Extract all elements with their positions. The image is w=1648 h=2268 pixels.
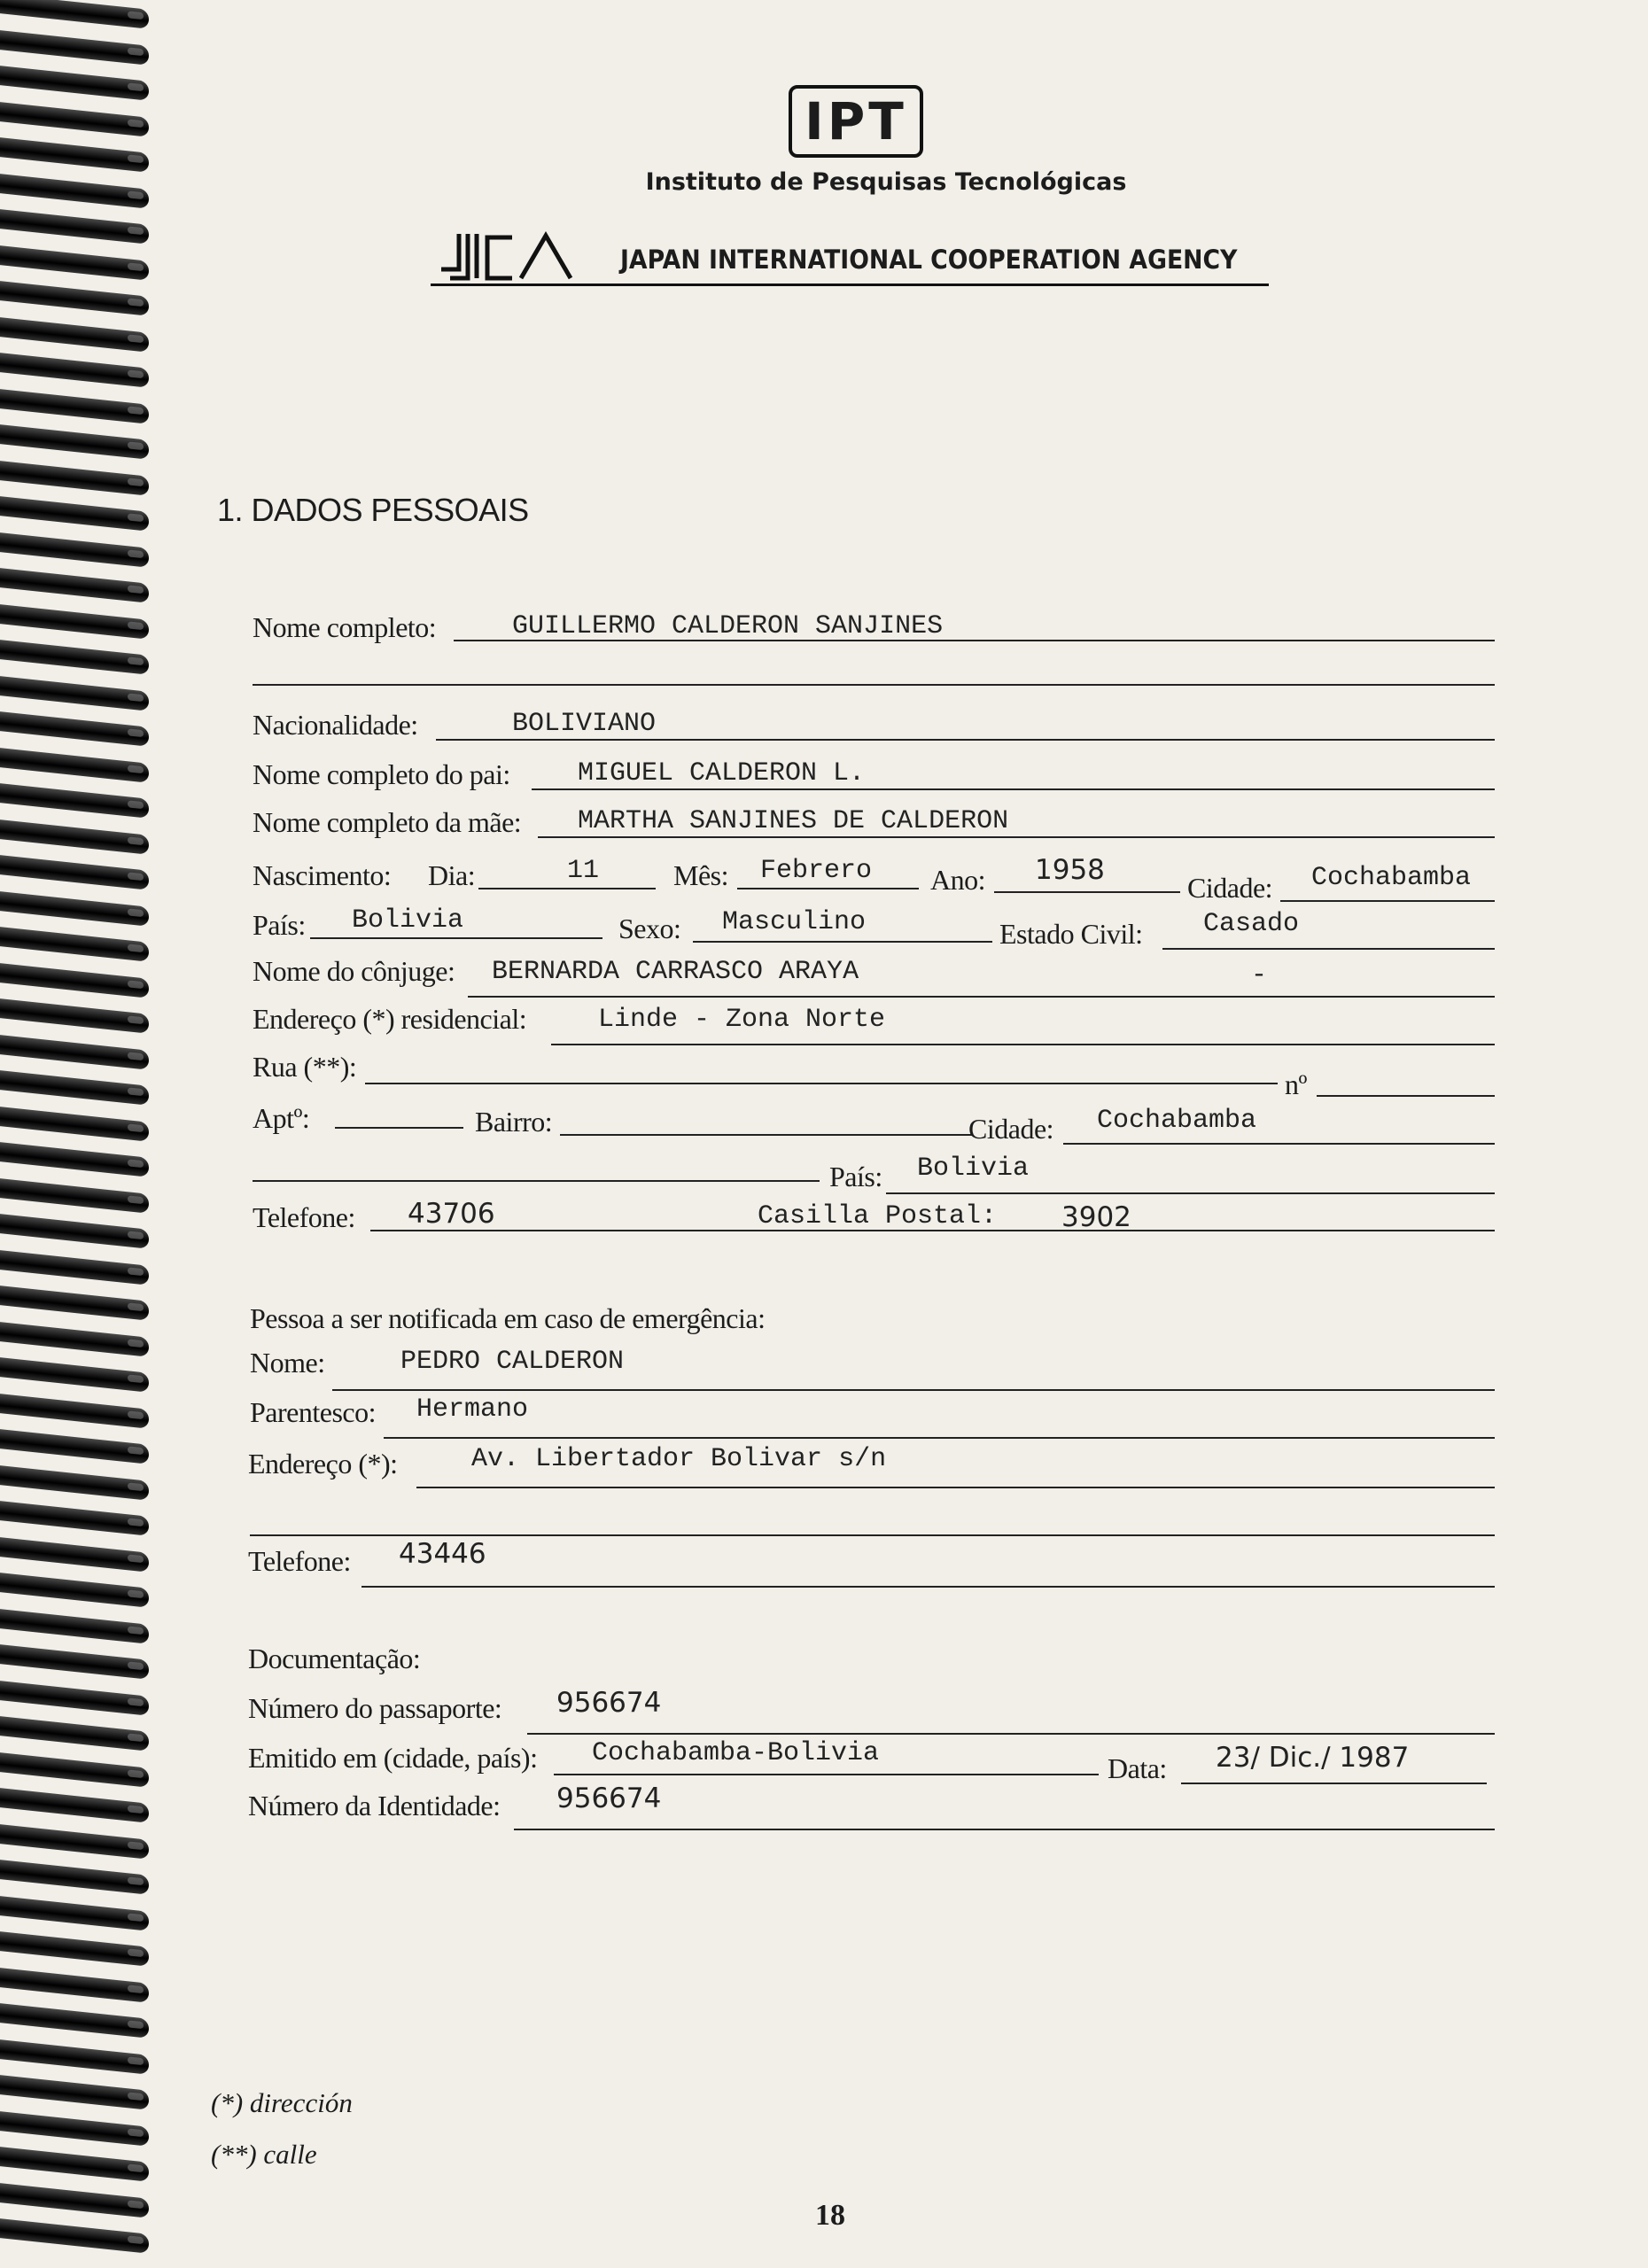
emitido-line <box>554 1774 1099 1775</box>
spiral-ring <box>0 1465 149 1501</box>
sexo-label: Sexo: <box>618 913 681 944</box>
telefone-value: 43706 <box>408 1198 495 1230</box>
nome-conjuge-value: BERNARDA CARRASCO ARAYA <box>492 957 859 987</box>
nome-mae-label: Nome completo da mãe: <box>253 806 522 838</box>
spiral-ring <box>0 209 149 245</box>
spiral-ring <box>0 963 149 998</box>
data-value: 23/ Dic./ 1987 <box>1216 1742 1410 1774</box>
spiral-ring <box>0 783 149 819</box>
spiral-ring <box>0 2111 149 2147</box>
section-title: 1. DADOS PESSOAIS <box>217 492 529 528</box>
spiral-ring <box>0 1968 149 2003</box>
emerg-endereco-value: Av. Libertador Bolivar s/n <box>471 1444 887 1474</box>
spiral-ring <box>0 748 149 783</box>
dia-line <box>478 888 656 889</box>
rua-label: Rua (**): <box>253 1051 357 1083</box>
cidade2-line <box>1063 1143 1495 1145</box>
ano-value: 1958 <box>1035 854 1105 886</box>
spiral-ring <box>0 927 149 962</box>
nome-mae-value: MARTHA SANJINES DE CALDERON <box>578 806 1009 836</box>
spiral-ring <box>0 1070 149 1106</box>
emerg-telefone-label: Telefone: <box>248 1545 351 1577</box>
passaporte-value: 956674 <box>556 1687 662 1719</box>
spiral-ring <box>0 855 149 890</box>
emerg-endereco-label: Endereço (*): <box>248 1448 398 1480</box>
emerg-telefone-value: 43446 <box>399 1538 486 1570</box>
bairro-line <box>560 1134 972 1136</box>
endereco-residencial-line <box>551 1044 1495 1045</box>
dia-value: 11 <box>567 856 600 886</box>
pais2-value: Bolivia <box>917 1153 1030 1184</box>
spiral-ring <box>0 819 149 855</box>
nome-pai-line <box>532 788 1495 790</box>
nacionalidade-line <box>436 739 1495 741</box>
spiral-ring <box>0 998 149 1034</box>
spiral-ring <box>0 317 149 353</box>
endereco-residencial-label: Endereço (*) residencial: <box>253 1003 527 1035</box>
header-rule <box>431 284 1269 286</box>
nascimento-label: Nascimento: <box>253 859 392 891</box>
identidade-line <box>514 1829 1495 1830</box>
pais-line <box>310 937 602 939</box>
mes-line <box>737 888 919 889</box>
casilla-label: Casilla Postal: <box>758 1201 998 1231</box>
spiral-ring <box>0 1860 149 1895</box>
cidade2-label: Cidade: <box>968 1113 1054 1145</box>
documentacao-heading: Documentação: <box>248 1643 421 1674</box>
passaporte-line <box>527 1733 1495 1735</box>
jica-agency-name: JAPAN INTERNATIONAL COOPERATION AGENCY <box>620 245 1238 275</box>
spiral-ring <box>0 1788 149 1823</box>
ipt-logo <box>789 85 923 158</box>
mes-value: Febrero <box>760 856 873 886</box>
spiral-ring <box>0 604 149 640</box>
spiral-binding <box>0 0 155 2268</box>
cidade-label: Cidade: <box>1187 872 1273 904</box>
spiral-ring <box>0 496 149 532</box>
emerg-nome-value: PEDRO CALDERON <box>400 1347 625 1377</box>
spiral-ring <box>0 1573 149 1608</box>
spiral-ring <box>0 2218 149 2254</box>
dia-label: Dia: <box>428 859 476 891</box>
spiral-ring <box>0 1035 149 1070</box>
spiral-ring <box>0 1896 149 1931</box>
casilla-value: 3902 <box>1061 1201 1131 1233</box>
apto-label: Aptº: <box>253 1102 310 1134</box>
emerg-endereco-line <box>416 1487 1495 1488</box>
nome-completo-value: GUILLERMO CALDERON SANJINES <box>512 611 944 641</box>
spiral-ring <box>0 1214 149 1249</box>
spiral-ring <box>0 1250 149 1285</box>
identidade-label: Número da Identidade: <box>248 1790 501 1821</box>
spiral-ring <box>0 1429 149 1464</box>
page-number: 18 <box>815 2199 845 2232</box>
spiral-ring <box>0 640 149 675</box>
estado-civil-value: Casado <box>1203 909 1300 939</box>
cidade2-value: Cochabamba <box>1097 1106 1257 1136</box>
emerg-endereco-line-2 <box>250 1534 1495 1536</box>
spiral-ring <box>0 1322 149 1357</box>
spiral-ring <box>0 137 149 173</box>
ipt-logo-text: IPT <box>805 91 907 151</box>
nome-pai-label: Nome completo do pai: <box>253 758 510 790</box>
ano-line <box>994 891 1180 893</box>
rua-line <box>365 1083 1278 1084</box>
emerg-nome-label: Nome: <box>250 1347 325 1379</box>
data-label: Data: <box>1108 1752 1167 1784</box>
spiral-ring <box>0 1394 149 1429</box>
emergencia-heading: Pessoa a ser notificada em caso de emergência: <box>250 1302 766 1334</box>
spiral-ring <box>0 1537 149 1573</box>
parentesco-value: Hermano <box>416 1394 529 1425</box>
footnote-calle: (**) calle <box>211 2139 317 2170</box>
nome-completo-label: Nome completo: <box>253 611 437 643</box>
spiral-ring <box>0 1931 149 1967</box>
numero-line <box>1317 1095 1495 1097</box>
nacionalidade-value: BOLIVIANO <box>512 709 657 739</box>
spiral-ring <box>0 1357 149 1393</box>
passaporte-label: Número do passaporte: <box>248 1692 502 1724</box>
sexo-value: Masculino <box>722 907 867 937</box>
mes-label: Mês: <box>673 859 728 891</box>
pais-value: Bolivia <box>352 905 464 936</box>
spiral-ring <box>0 2147 149 2182</box>
spiral-ring <box>0 532 149 568</box>
spiral-ring <box>0 676 149 711</box>
endereco-residencial-value: Linde - Zona Norte <box>598 1005 886 1035</box>
spiral-ring <box>0 174 149 209</box>
conjuge-mark: - <box>1251 960 1268 990</box>
spiral-ring <box>0 1501 149 1536</box>
sexo-line <box>693 941 992 943</box>
emerg-nome-line <box>332 1389 1495 1391</box>
spiral-ring <box>0 102 149 137</box>
spiral-ring <box>0 30 149 66</box>
telefone-label: Telefone: <box>253 1201 355 1233</box>
spiral-ring <box>0 1285 149 1321</box>
spiral-ring <box>0 461 149 496</box>
spiral-ring <box>0 1752 149 1788</box>
spiral-ring <box>0 245 149 281</box>
nome-pai-value: MIGUEL CALDERON L. <box>578 758 866 788</box>
nome-mae-line <box>538 836 1495 838</box>
spiral-ring <box>0 1824 149 1860</box>
bairro-label: Bairro: <box>475 1106 553 1138</box>
footnote-direccion: (*) dirección <box>211 2087 353 2118</box>
spiral-ring <box>0 389 149 424</box>
spiral-ring <box>0 711 149 747</box>
spiral-ring <box>0 2075 149 2110</box>
spiral-ring <box>0 1107 149 1142</box>
spiral-ring <box>0 568 149 603</box>
spiral-ring <box>0 2039 149 2075</box>
spiral-ring <box>0 1644 149 1680</box>
spiral-ring <box>0 66 149 101</box>
spiral-ring <box>0 1609 149 1644</box>
spiral-ring <box>0 1681 149 1716</box>
cidade-line <box>1280 900 1495 902</box>
spiral-ring <box>0 2003 149 2039</box>
jica-logo <box>432 227 610 289</box>
spiral-ring <box>0 281 149 316</box>
apto-line <box>335 1127 463 1129</box>
spiral-ring <box>0 1142 149 1177</box>
spiral-ring <box>0 2183 149 2218</box>
pais2-line <box>886 1192 1495 1194</box>
data-line <box>1181 1783 1487 1784</box>
nome-conjuge-line <box>468 996 1495 998</box>
pais2-label: País: <box>829 1161 882 1192</box>
nome-conjuge-label: Nome do cônjuge: <box>253 955 455 987</box>
nacionalidade-label: Nacionalidade: <box>253 709 418 741</box>
ipt-institute-name: Instituto de Pesquisas Tecnológicas <box>645 168 1127 196</box>
spiral-ring <box>0 424 149 460</box>
emerg-telefone-line <box>361 1586 1495 1588</box>
address-extra-line-2 <box>253 1180 820 1182</box>
parentesco-label: Parentesco: <box>250 1396 376 1428</box>
estado-civil-label: Estado Civil: <box>999 918 1143 950</box>
spiral-ring <box>0 353 149 388</box>
parentesco-line <box>384 1437 1495 1439</box>
emitido-label: Emitido em (cidade, país): <box>248 1742 538 1774</box>
nome-completo-line-2 <box>253 684 1495 686</box>
spiral-ring <box>0 1716 149 1751</box>
pais-label: País: <box>253 909 306 941</box>
spiral-ring <box>0 0 149 29</box>
ano-label: Ano: <box>930 864 985 896</box>
emitido-value: Cochabamba-Bolivia <box>592 1738 880 1768</box>
spiral-ring <box>0 891 149 927</box>
numero-label: nº <box>1285 1068 1307 1100</box>
spiral-ring <box>0 1178 149 1214</box>
cidade-value: Cochabamba <box>1311 863 1472 893</box>
estado-civil-line <box>1162 948 1495 950</box>
identidade-value: 956674 <box>556 1783 662 1814</box>
